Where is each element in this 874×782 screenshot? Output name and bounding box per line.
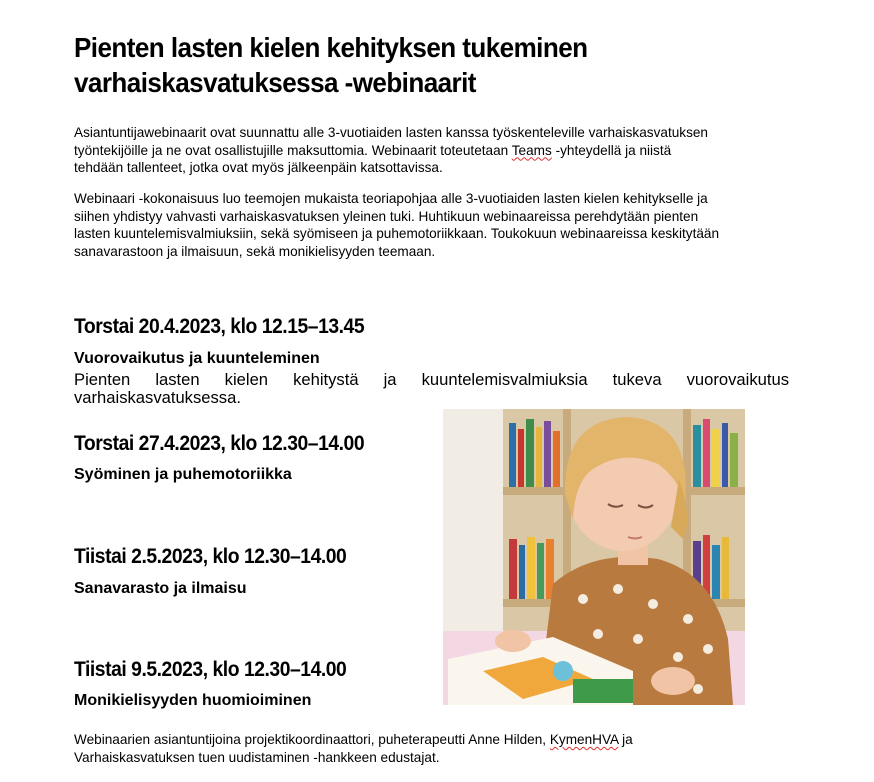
footer-line-1-start: Webinaarien asiantuntijoina projektikoordinaattori, puheterapeutti Anne Hilden, — [74, 732, 550, 747]
session-1-desc-line-2: varhaiskasvatuksessa. — [74, 388, 241, 407]
overview-line-2: siihen yhdistyy vahvasti varhaiskasvatuksen yleinen tuki. Huhtikuun webinaareissa perehdytään pienten — [74, 208, 699, 224]
footer-paragraph — [74, 731, 794, 766]
title-line-2: varhaiskasvatuksessa -webinaarit — [74, 67, 476, 98]
kymenhva-word: KymenHVA — [549, 732, 619, 747]
session-3-date: Tiistai 2.5.2023, klo 12.30–14.00 — [74, 545, 347, 568]
intro-line-2-start: työntekijöille ja ne ovat osallistujille maksuttomia. Webinaarit toteutetaan — [74, 142, 512, 158]
session-1-description — [74, 371, 789, 407]
overview-line-3: lasten kuuntelemisvalmiuksiin, sekä syömiseen ja puhemotoriikkaan. Toukokuun webinaareissa keskitytään — [74, 226, 720, 241]
footer-line-2: Varhaiskasvatuksen tuen uudistaminen -hankkeen edustajat. — [74, 749, 440, 765]
intro-line-2-end: -yhteydellä ja niistä — [551, 142, 672, 158]
overview-paragraph — [74, 190, 794, 260]
session-1-desc-line-1: Pienten lasten kielen kehitystä ja kuuntelemisvalmiuksia tukeva vuorovaikutus — [74, 370, 789, 389]
session-4-date: Tiistai 9.5.2023, klo 12.30–14.00 — [74, 658, 347, 681]
session-2-date: Torstai 27.4.2023, klo 12.30–14.00 — [74, 432, 365, 455]
session-2-topic: Syöminen ja puhemotoriikka — [74, 466, 292, 483]
intro-line-2 — [74, 142, 794, 160]
page-title — [74, 30, 744, 100]
overview-line-4: sanavarastoon ja ilmaisuun, sekä monikielisyyden teemaan. — [74, 243, 436, 259]
title-line-1: Pienten lasten kielen kehityksen tukeminen — [74, 32, 588, 63]
footer-line-1-end: ja — [618, 732, 633, 747]
intro-line-3: tehdään tallenteet, jotka ovat myös jälkeenpäin katsottavissa. — [74, 160, 443, 175]
session-1-topic: Vuorovaikutus ja kuunteleminen — [74, 350, 320, 367]
session-3-topic: Sanavarasto ja ilmaisu — [74, 580, 247, 597]
child-reading-book-photo — [443, 409, 745, 705]
intro-paragraph — [74, 124, 794, 177]
child-reading-book-illustration — [443, 409, 745, 705]
footer-line-1 — [74, 731, 794, 749]
teams-word: Teams — [511, 142, 552, 158]
session-4-topic: Monikielisyyden huomioiminen — [74, 692, 312, 709]
session-1-date: Torstai 20.4.2023, klo 12.15–13.45 — [74, 315, 365, 338]
overview-line-1: Webinaari -kokonaisuus luo teemojen mukaista teoriapohjaa alle 3-vuotiaiden lasten kielen kehitykselle ja — [74, 191, 708, 206]
intro-line-1: Asiantuntijawebinaarit ovat suunnattu alle 3-vuotiaiden lasten kanssa työskenteleville varhaiskasvatuksen — [74, 125, 708, 140]
